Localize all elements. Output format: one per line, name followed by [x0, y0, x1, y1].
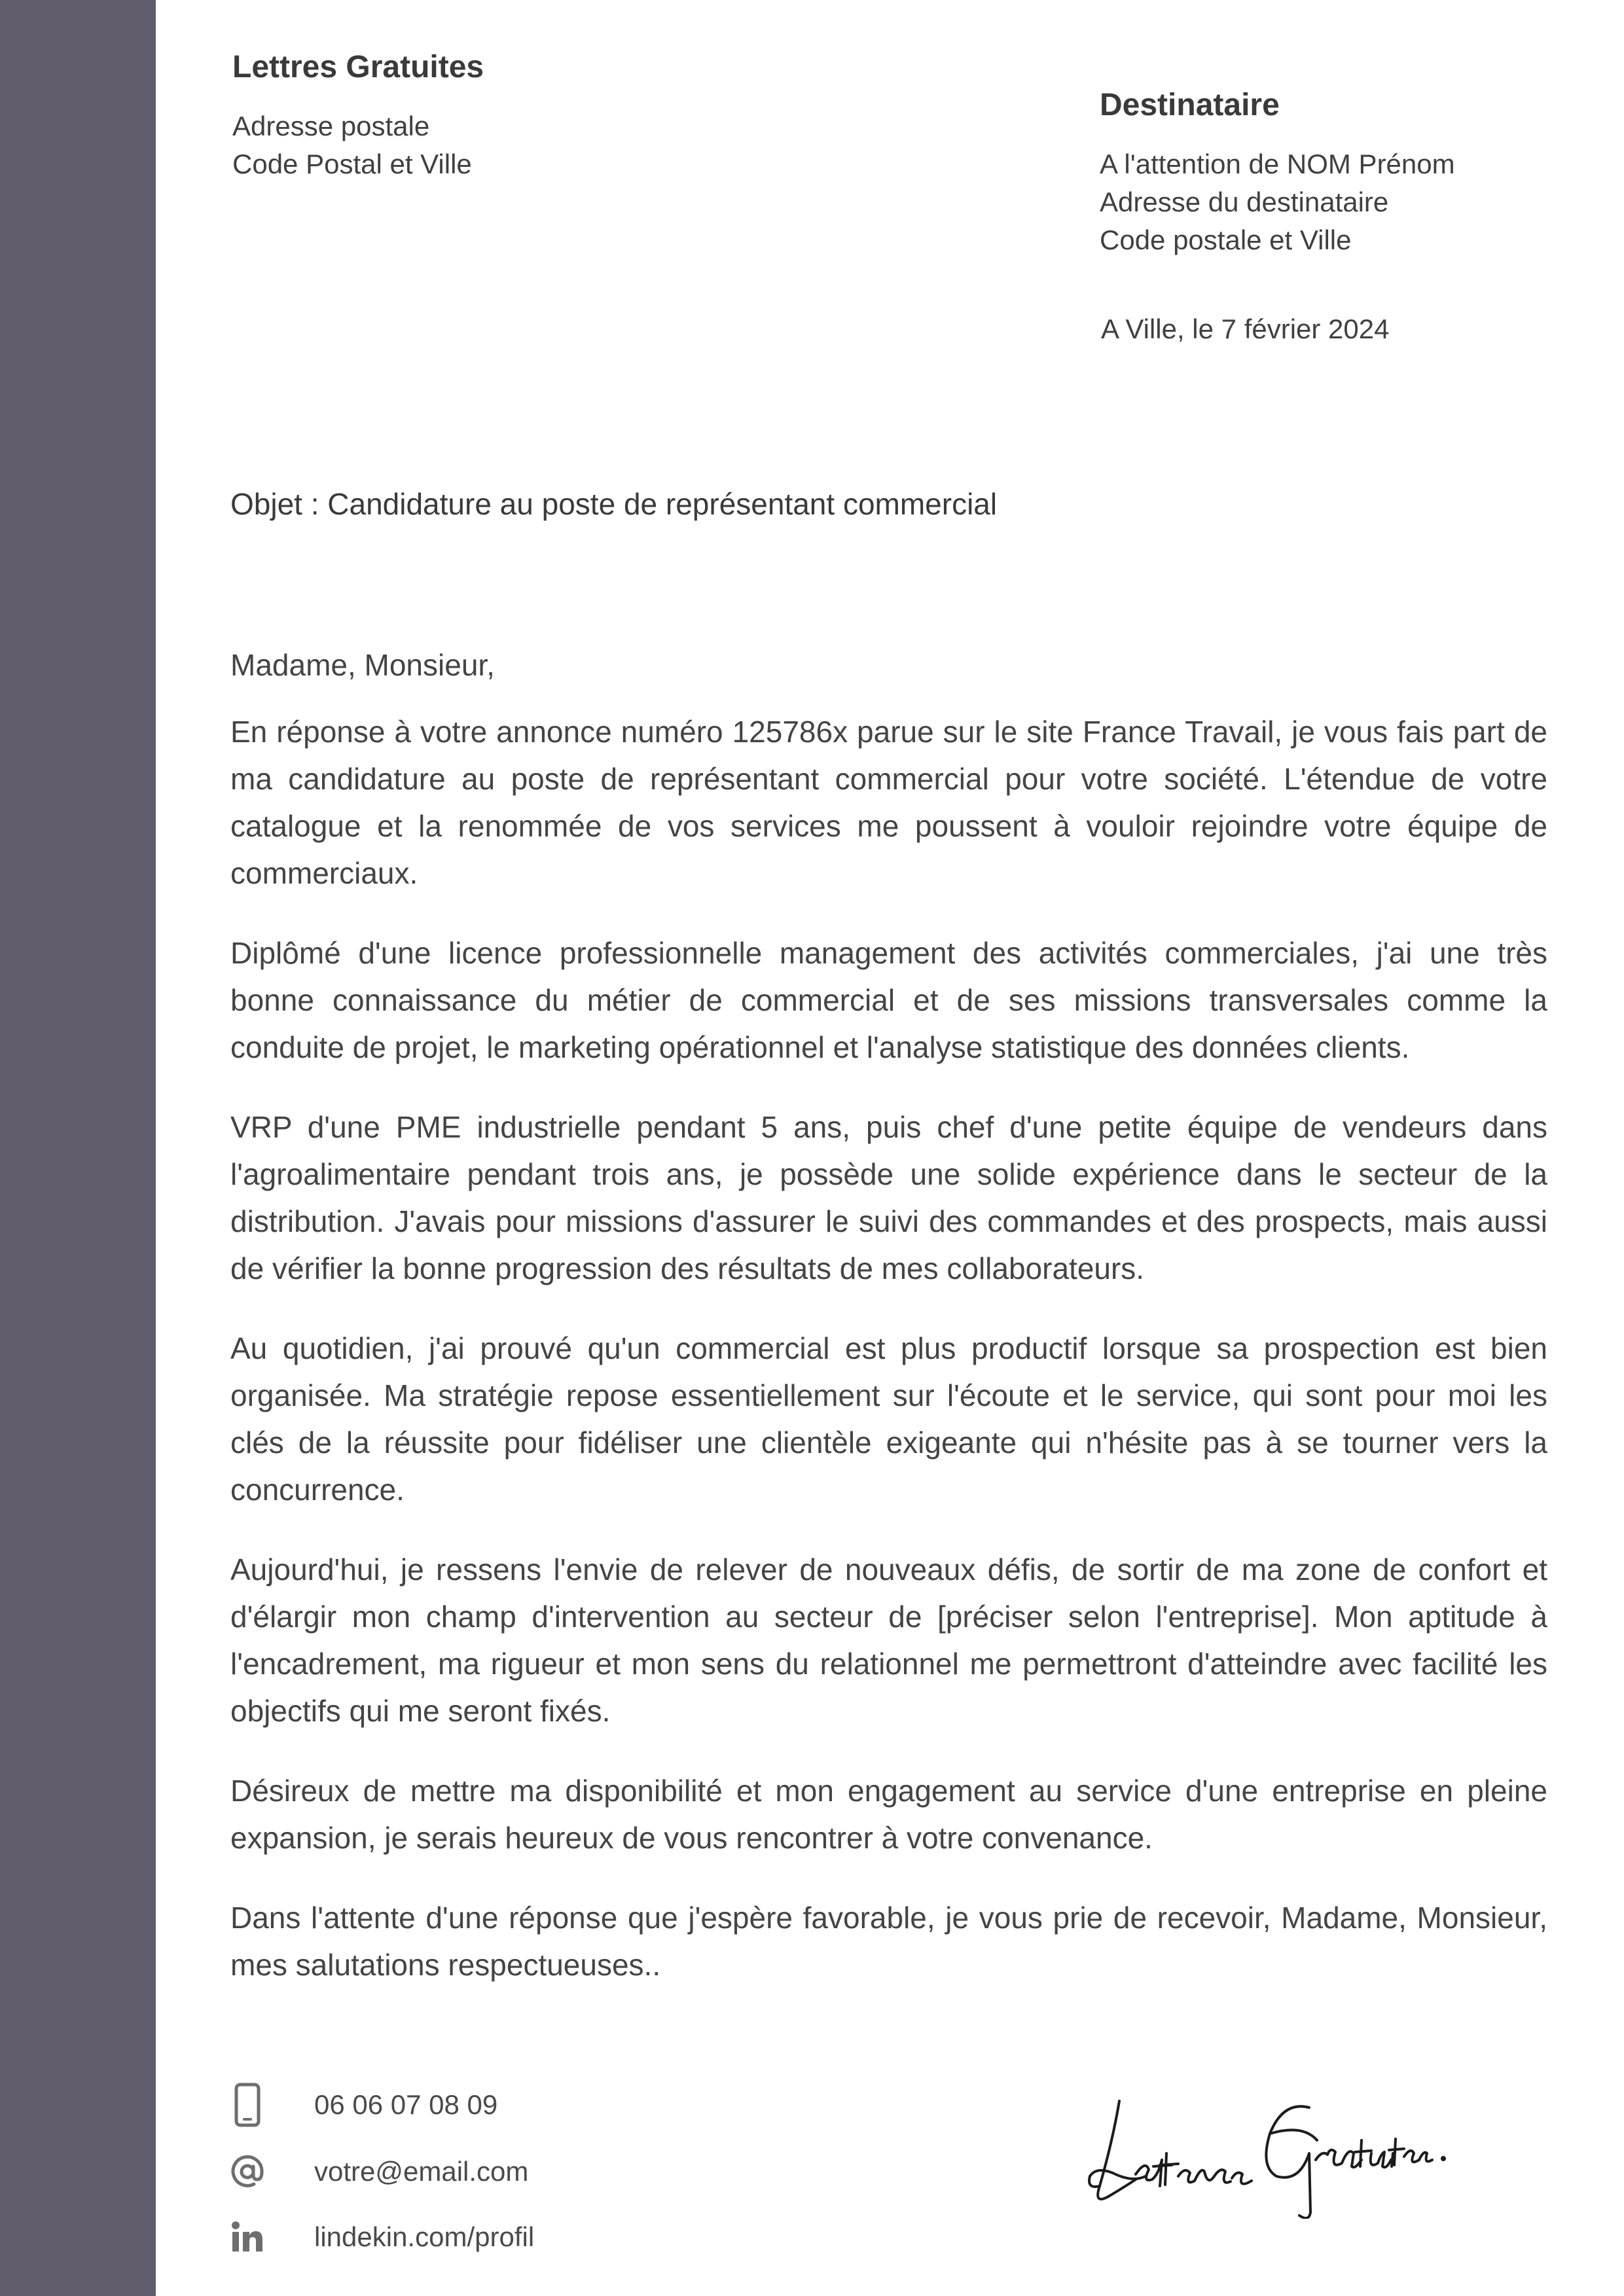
body-paragraph: Dans l'attente d'une réponse que j'espère favorable, je vous prie de recevoir, Madame, Monsieur, mes salutations respectueuses.. — [230, 1901, 1547, 1982]
sender-address-line: Adresse postale — [232, 111, 430, 141]
letter-date: A Ville, le 7 février 2024 — [1101, 314, 1390, 344]
recipient-attention: A l'attention de NOM Prénom — [1100, 149, 1455, 179]
letter-body — [230, 641, 1547, 2021]
at-icon — [228, 2148, 267, 2195]
body-paragraph: Aujourd'hui, je ressens l'envie de relever de nouveaux défis, de sortir de ma zone de confort et d'élargir mon champ d'intervention au secteur de [préciser selon l'entreprise]. Mon aptitude à l'encadrement, ma rigueur et mon sens du relationnel me permettront d'atteindre avec facilité les objectifs qui me seront fixés. — [230, 1552, 1547, 1728]
sender-name: Lettres Gratuites — [232, 50, 484, 84]
linkedin-url[interactable]: lindekin.com/profil — [314, 2221, 535, 2252]
sender-address — [232, 107, 821, 183]
contact-email — [228, 2148, 817, 2195]
body-paragraph: Désireux de mettre ma disponibilité et mon engagement au service d'une entreprise en pleine expansion, je serais heureux de vous rencontrer à votre convenance. — [230, 1774, 1547, 1855]
email-address[interactable]: votre@email.com — [314, 2156, 529, 2187]
body-paragraph: En réponse à votre annonce numéro 125786x parue sur le site France Travail, je vous fais part de ma candidature au poste de représentant commercial pour votre société. L'étendue de votre catalogue et la renommée de vos services me poussent à vouloir rejoindre votre équipe de commerciaux. — [230, 715, 1547, 890]
sidebar-band — [0, 0, 156, 2296]
phone-icon — [228, 2081, 267, 2128]
contact-linkedin — [228, 2214, 817, 2261]
sender-block — [232, 46, 821, 183]
contact-phone — [228, 2081, 817, 2128]
body-paragraph: Au quotidien, j'ai prouvé qu'un commercial est plus productif lorsque sa prospection est bien organisée. Ma stratégie repose essentiellement sur l'écoute et le service, qui sont pour moi les clés de la réussite pour fidéliser une clientèle exigeante qui n'hésite pas à se tourner vers la concurrence. — [230, 1331, 1547, 1507]
recipient-title: Destinataire — [1100, 88, 1280, 122]
phone-number: 06 06 07 08 09 — [314, 2089, 498, 2120]
recipient-address — [1100, 145, 1597, 259]
recipient-address-line: Adresse du destinataire — [1100, 187, 1389, 217]
recipient-city-line: Code postale et Ville — [1100, 224, 1352, 255]
handwritten-signature — [1074, 2062, 1466, 2219]
letter-subject: Objet : Candidature au poste de représentant commercial — [230, 487, 998, 521]
body-paragraph: VRP d'une PME industrielle pendant 5 ans, puis chef d'une petite équipe de vendeurs dans l'agroalimentaire pendant trois ans, je possède une solide expérience dans le secteur de la distribution. J'avais pour missions d'assurer le suivi des commandes et des prospects, mais aussi de vérifier la bonne progression des résultats de mes collaborateurs. — [230, 1110, 1547, 1285]
salutation: Madame, Monsieur, — [230, 648, 495, 682]
linkedin-icon — [228, 2214, 267, 2261]
recipient-block — [1100, 84, 1597, 259]
body-paragraph: Diplômé d'une licence professionnelle management des activités commerciales, j'ai une très bonne connaissance du métier de commercial et de ses missions transversales comme la conduite de projet, le marketing opérationnel et l'analyse statistique des données clients. — [230, 936, 1547, 1064]
sender-city-line: Code Postal et Ville — [232, 149, 472, 179]
